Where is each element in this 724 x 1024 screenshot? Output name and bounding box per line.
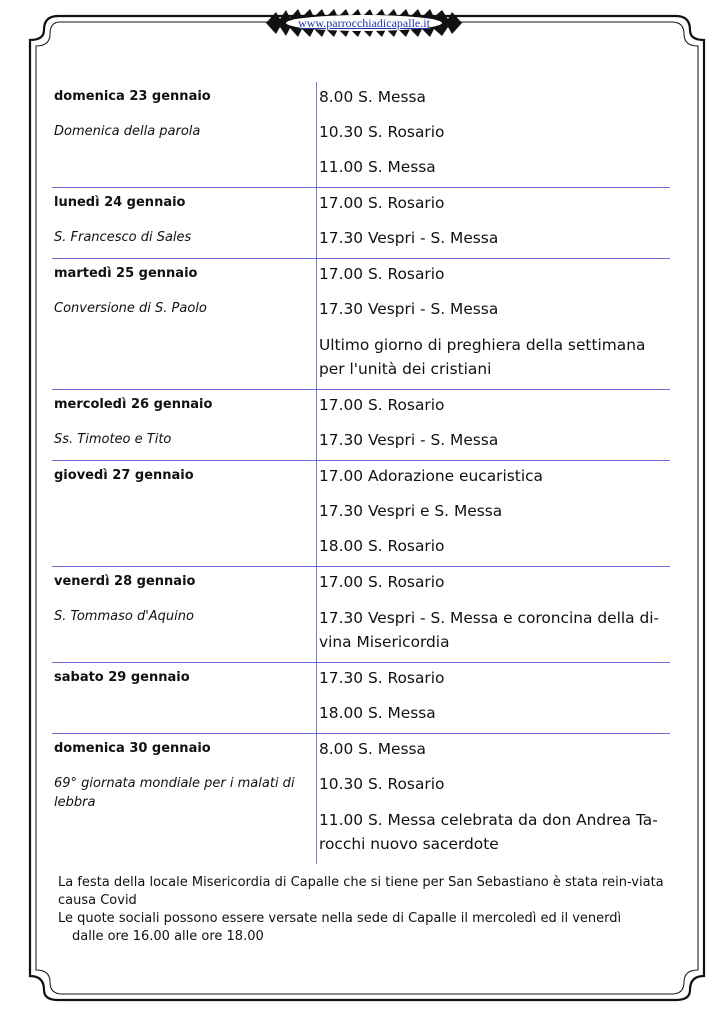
day-row — [52, 188, 670, 259]
events-list — [316, 188, 670, 258]
events-list — [316, 734, 670, 864]
saint-name: Conversione di S. Paolo — [54, 301, 207, 316]
saint-name: S. Tommaso d'Aquino — [54, 609, 194, 624]
day-row — [52, 259, 670, 390]
day-row — [52, 734, 670, 864]
saint-name: S. Francesco di Sales — [54, 230, 192, 245]
event-item: 11.00 S. Messa — [319, 158, 436, 176]
events-list — [316, 390, 670, 460]
event-item: 17.30 S. Rosario — [319, 669, 445, 687]
events-list — [316, 259, 670, 389]
event-item: 17.30 Vespri - S. Messa e coroncina della di-vina Misericordia — [319, 609, 660, 651]
schedule-table — [52, 82, 670, 864]
event-item: 17.30 Vespri - S. Messa — [319, 300, 499, 318]
events-list — [316, 82, 670, 187]
event-item: 8.00 S. Messa — [319, 88, 426, 106]
note-quote: Le quote sociali possono essere versate nella sede di Capalle il mercoledì ed il venerdì — [58, 911, 622, 926]
saint-name: Domenica della parola — [54, 124, 201, 139]
day-info — [52, 663, 316, 733]
events-list — [316, 663, 670, 733]
day-name: lunedì 24 gennaio — [54, 195, 186, 210]
events-list — [316, 461, 670, 566]
website-link[interactable]: www.parrocchiadicapalle.it — [298, 15, 430, 30]
event-item: 18.00 S. Rosario — [319, 537, 445, 555]
day-name: giovedì 27 gennaio — [54, 468, 194, 483]
day-info — [52, 82, 316, 187]
event-item: Ultimo giorno di preghiera della settimana per l'unità dei cristiani — [319, 336, 646, 378]
note-festa: La festa della locale Misericordia di Capalle che si tiene per San Sebastiano è stata rein-viata causa Covid — [58, 875, 664, 908]
note-orari: dalle ore 16.00 alle ore 18.00 — [72, 929, 264, 944]
event-item: 17.00 S. Rosario — [319, 265, 445, 283]
event-item: 17.30 Vespri - S. Messa — [319, 229, 499, 247]
day-info — [52, 259, 316, 389]
day-info — [52, 390, 316, 460]
day-row — [52, 390, 670, 461]
website-badge — [266, 9, 462, 37]
day-info — [52, 461, 316, 566]
day-name: domenica 30 gennaio — [54, 741, 211, 756]
event-item: 18.00 S. Messa — [319, 704, 436, 722]
event-item: 10.30 S. Rosario — [319, 123, 445, 141]
event-item: 10.30 S. Rosario — [319, 775, 445, 793]
event-item: 17.00 Adorazione eucaristica — [319, 467, 543, 485]
event-item: 17.00 S. Rosario — [319, 573, 445, 591]
saint-name: 69° giornata mondiale per i malati di lebbra — [54, 776, 295, 810]
notes-section — [58, 874, 668, 946]
event-item: 17.30 Vespri - S. Messa — [319, 431, 499, 449]
event-item: 17.00 S. Rosario — [319, 194, 445, 212]
day-info — [52, 188, 316, 258]
day-row — [52, 663, 670, 734]
saint-name: Ss. Timoteo e Tito — [54, 432, 172, 447]
day-name: domenica 23 gennaio — [54, 89, 211, 104]
day-name: martedì 25 gennaio — [54, 266, 198, 281]
event-item: 11.00 S. Messa celebrata da don Andrea Ta-rocchi nuovo sacerdote — [319, 811, 658, 853]
event-item: 17.00 S. Rosario — [319, 396, 445, 414]
events-list — [316, 567, 670, 662]
day-name: sabato 29 gennaio — [54, 670, 190, 685]
day-name: mercoledì 26 gennaio — [54, 397, 213, 412]
event-item: 17.30 Vespri e S. Messa — [319, 502, 503, 520]
day-row — [52, 567, 670, 663]
day-info — [52, 567, 316, 662]
day-name: venerdì 28 gennaio — [54, 574, 196, 589]
day-info — [52, 734, 316, 864]
day-row — [52, 461, 670, 567]
day-row — [52, 82, 670, 188]
event-item: 8.00 S. Messa — [319, 740, 426, 758]
